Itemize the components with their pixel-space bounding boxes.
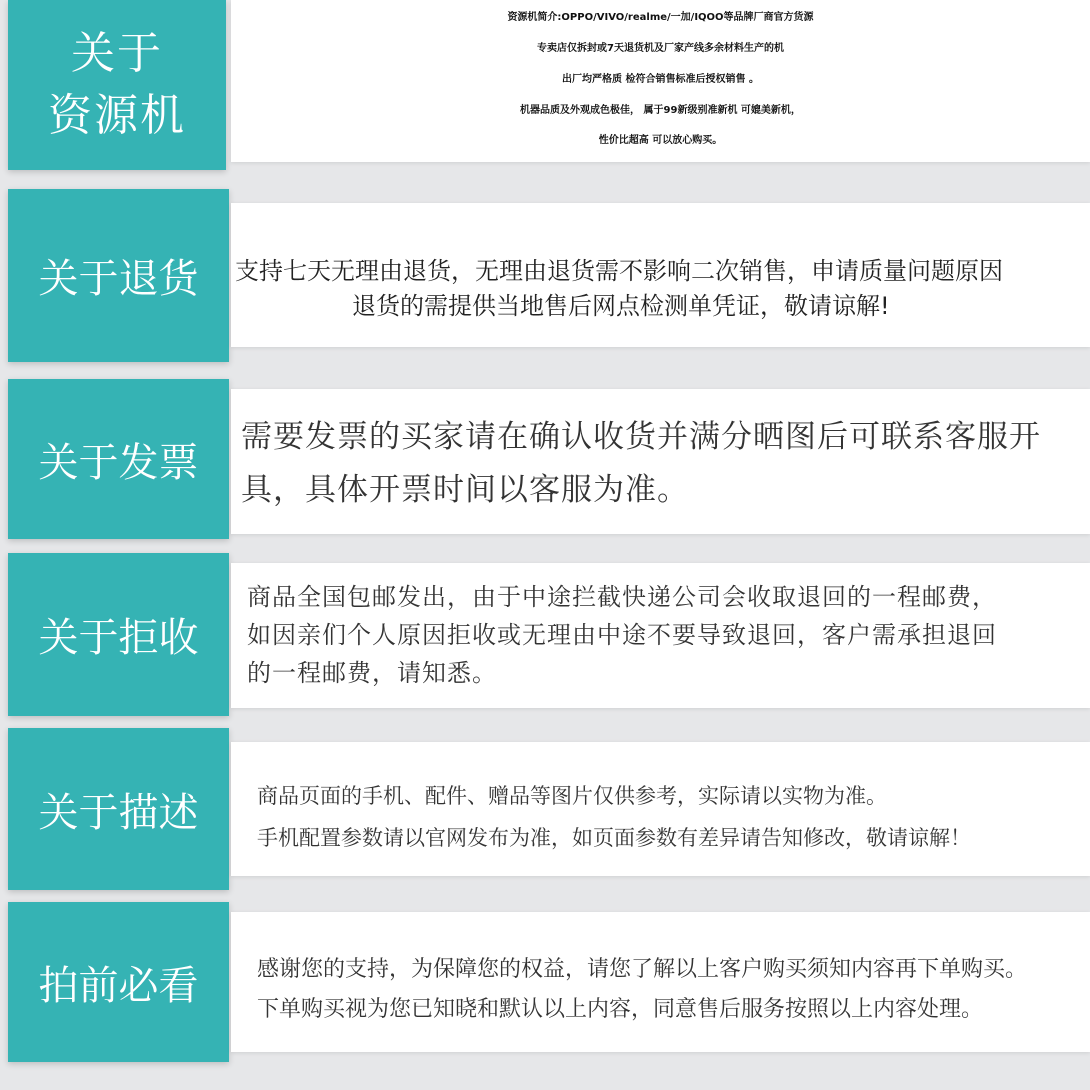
section-label-text: 关于拒收 bbox=[38, 615, 199, 661]
content-line: 资源机简介:OPPO/VIVO/realme/一加/IQOO等品牌厂商官方货源 bbox=[507, 12, 814, 23]
content-line: 性价比超高 可以放心购买。 bbox=[598, 135, 723, 146]
content-line: 机器品质及外观成色极佳， 属于99新级别准新机 可媲美新机， bbox=[520, 105, 801, 116]
content-line: 支持七天无理由退货，无理由退货需不影响二次销售，申请质量问题原因 bbox=[235, 257, 1003, 285]
section-about-description bbox=[0, 728, 1090, 890]
section-label-line: 资源机 bbox=[48, 90, 186, 141]
section-label-read-before-ordering bbox=[8, 902, 229, 1062]
content-line: 的一程邮费，请知悉。 bbox=[247, 659, 497, 687]
section-content-read-before-ordering bbox=[231, 912, 1090, 1052]
content-line: 如因亲们个人原因拒收或无理由中途不要导致退回，客户需承担退回 bbox=[247, 621, 997, 649]
section-label-line: 关于 bbox=[71, 28, 163, 79]
section-label-about-description bbox=[8, 728, 229, 890]
content-line: 具，具体开票时间以客服为准。 bbox=[241, 472, 689, 508]
content-line: 退货的需提供当地售后网点检测单凭证，敬请谅解! bbox=[352, 292, 890, 320]
section-content-about-returns bbox=[231, 203, 1090, 347]
section-about-invoice bbox=[0, 379, 1090, 539]
section-label-text: 拍前必看 bbox=[38, 962, 199, 1009]
section-label-about-resource-phone bbox=[8, 0, 226, 170]
section-read-before-ordering bbox=[0, 902, 1090, 1062]
section-about-returns bbox=[0, 189, 1090, 362]
content-line: 专卖店仅拆封或7天退货机及厂家产线多余材料生产的机 bbox=[537, 43, 784, 54]
content-line: 需要发票的买家请在确认收货并满分晒图后可联系客服开 bbox=[241, 419, 1041, 455]
content-line: 商品全国包邮发出，由于中途拦截快递公司会收取退回的一程邮费， bbox=[247, 583, 997, 611]
section-content-about-description bbox=[231, 742, 1090, 876]
section-about-refusal bbox=[0, 553, 1090, 716]
content-line: 商品页面的手机、配件、赠品等图片仅供参考，实际请以实物为准。 bbox=[257, 784, 887, 808]
section-content-about-refusal bbox=[231, 563, 1090, 708]
section-label-about-returns bbox=[8, 189, 229, 362]
section-label-text: 关于发票 bbox=[38, 439, 199, 486]
content-line: 感谢您的支持，为保障您的权益，请您了解以上客户购买须知内容再下单购买。 bbox=[257, 957, 1028, 982]
section-label-about-invoice bbox=[8, 379, 229, 539]
content-line: 下单购买视为您已知晓和默认以上内容，同意售后服务按照以上内容处理。 bbox=[257, 997, 984, 1022]
section-about-resource-phone bbox=[0, 0, 1090, 170]
content-line: 出厂均严格质 检符合销售标准后授权销售 。 bbox=[562, 74, 759, 85]
section-label-text: 关于退货 bbox=[38, 256, 199, 302]
section-label-text: 关于描述 bbox=[38, 789, 199, 836]
section-content-about-resource-phone bbox=[231, 0, 1090, 162]
content-line: 手机配置参数请以官网发布为准，如页面参数有差异请告知修改，敬请谅解！ bbox=[257, 826, 971, 850]
section-content-about-invoice bbox=[231, 389, 1090, 534]
section-label-about-refusal bbox=[8, 553, 229, 716]
